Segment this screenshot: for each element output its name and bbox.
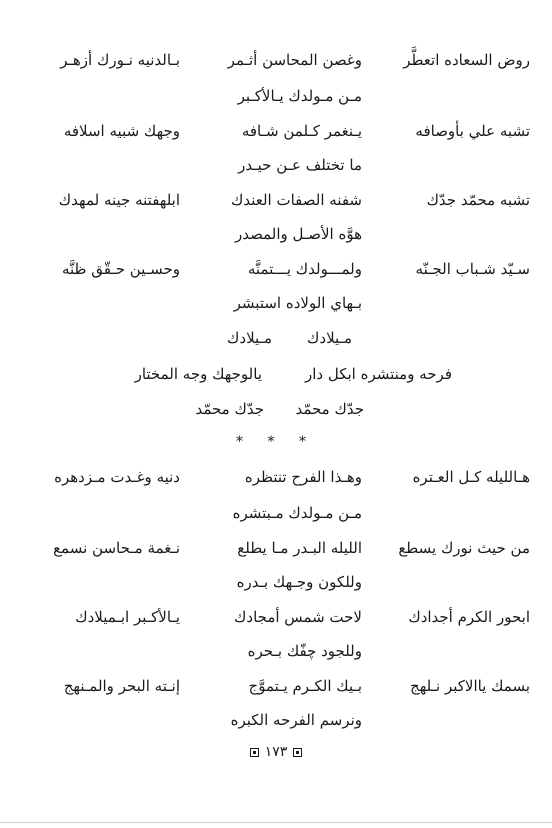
refrain-stanza4: بـهاي الولاده استبشر [233, 294, 362, 312]
verse-stanza6-part3: من حيث نورك يسطع [398, 539, 530, 557]
ornament-square-icon [250, 748, 259, 757]
verse-stanza6-part2: الليله البـدر مـا يطلع [237, 539, 362, 557]
chorus-line2-left: يالوجهك وجه المختار [134, 365, 262, 383]
verse-stanza7-part1: يـالأكـبر ابـميلادك [75, 608, 180, 626]
chorus-milad-a: مـيلادك [307, 329, 352, 347]
verse-stanza3-part3: تشبه محمّد جدّك [426, 191, 530, 209]
verse-stanza2-part2: يـنغمر كـلمن شـافه [241, 122, 362, 140]
verse-stanza5-part3: هـالليله كـل العـتره [412, 468, 530, 486]
refrain-stanza2: ما تختلف عـن حيـدر [238, 156, 362, 174]
refrain-stanza6: وللكون وجـهك بـدره [236, 573, 362, 591]
refrain-stanza1: مـن مـولدك يـالأكـبر [237, 87, 362, 105]
verse-stanza6-part1: نـغمة مـحاسن نسمع [53, 539, 180, 557]
page-number-value: ١٧٣ [264, 744, 288, 760]
chorus-milad-b: مـيلادك [227, 329, 272, 347]
page-edge-line [0, 822, 552, 823]
verse-stanza3-part2: شفنه الصفات العندك [230, 191, 362, 209]
verse-stanza4-part1: وحسـين حـقّق ظنَّه [61, 260, 180, 278]
verse-stanza1-part1: بـالدنيه نـورك أزهـر [60, 51, 180, 69]
verse-stanza5-part1: دنيه وغـدت مـزدهره [54, 468, 180, 486]
chorus-line3-left: جدّك محمّد [195, 400, 264, 418]
refrain-stanza7: وللجود چفّك بـحره [247, 642, 362, 660]
verse-stanza3-part1: ابلهفتنه جينه لمهدك [58, 191, 180, 209]
verse-stanza1-part3: روض السعاده اتعطَّر [403, 51, 530, 69]
refrain-stanza8: ونرسم الفرحه الكبره [230, 711, 362, 729]
section-separator: * * * [236, 434, 316, 450]
verse-stanza1-part2: وغصن المحاسن أثـمر [227, 51, 362, 69]
verse-stanza8-part2: بـيك الكـرم يـتموَّج [248, 677, 362, 695]
verse-stanza8-part3: بسمك ياالاكبر نـلهج [410, 677, 530, 695]
verse-stanza8-part1: إنـته البحر والمـنهج [63, 677, 180, 695]
verse-stanza4-part2: ولمـــولدك يـــتمنَّه [247, 260, 362, 278]
verse-stanza2-part3: تشبه علي بأوصافه [415, 122, 530, 140]
page-number [0, 742, 552, 762]
chorus-line2-right: فرحه ومنتشره ابكل دار [305, 365, 452, 383]
chorus-line3-right: جدّك محمّد [295, 400, 364, 418]
verse-stanza7-part2: لاحت شمس أمجادك [234, 608, 362, 626]
refrain-stanza3: هوَّه الأصـل والمصدر [234, 225, 362, 243]
ornament-square-icon [293, 748, 302, 757]
refrain-stanza5: مـن مـولدك مـبتشره [232, 504, 362, 522]
verse-stanza4-part3: سـيّد شـباب الجـنّه [415, 260, 530, 278]
verse-stanza7-part3: ابحور الكرم أجدادك [408, 608, 530, 626]
verse-stanza5-part2: وهـذا الفرح تنتظره [244, 468, 362, 486]
verse-stanza2-part1: وجهك شبيه اسلافه [63, 122, 180, 140]
